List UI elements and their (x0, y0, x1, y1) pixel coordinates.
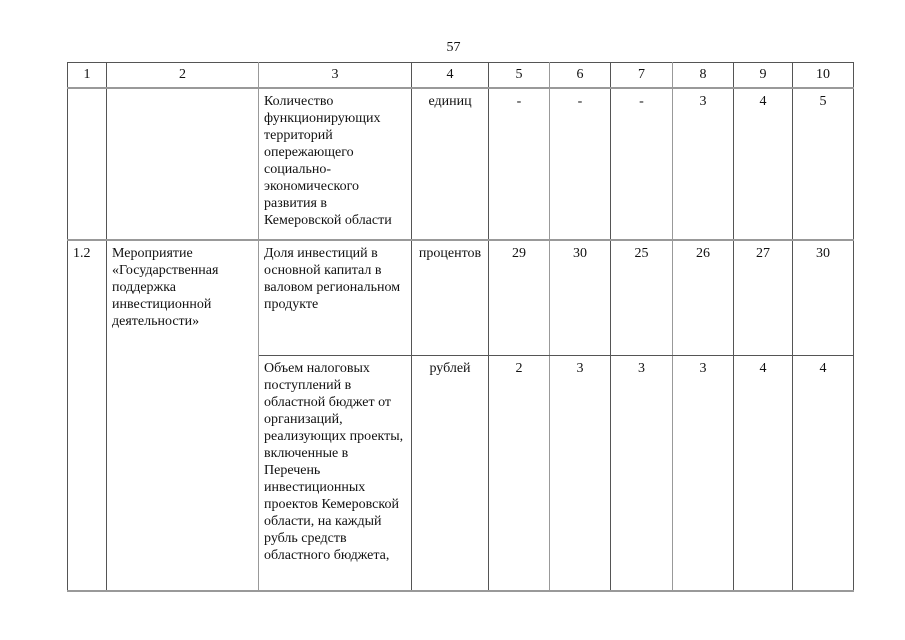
value-cell: 25 (611, 240, 673, 356)
indicator-cell: Количество функционирующих территорий опережающего социально-экономического развития в Кемеровской области (259, 88, 412, 240)
value-cell: 3 (550, 356, 611, 592)
unit-cell: рублей (412, 356, 489, 592)
value-cell: 5 (793, 88, 854, 240)
indicators-table (67, 62, 854, 592)
header-cell: 6 (550, 63, 611, 89)
value-cell: 4 (734, 88, 793, 240)
header-cell: 4 (412, 63, 489, 89)
value-cell: 3 (611, 356, 673, 592)
value-cell: 2 (489, 356, 550, 592)
header-cell: 10 (793, 63, 854, 89)
row-number: 1.2 (68, 240, 107, 591)
value-cell: - (550, 88, 611, 240)
unit-cell: единиц (412, 88, 489, 240)
header-cell: 7 (611, 63, 673, 89)
value-cell: - (489, 88, 550, 240)
value-cell: 27 (734, 240, 793, 356)
indicator-cell: Доля инвестиций в основной капитал в валовом региональном продукте (259, 240, 412, 356)
measure-cell (107, 88, 259, 240)
header-cell: 5 (489, 63, 550, 89)
value-cell: - (611, 88, 673, 240)
table-header-row (68, 63, 854, 89)
row-number (68, 88, 107, 240)
header-cell: 9 (734, 63, 793, 89)
page-number: 57 (446, 40, 461, 55)
header-cell: 2 (107, 63, 259, 89)
measure-cell: Мероприятие «Государственная поддержка инвестиционной деятельности» (107, 240, 259, 591)
value-cell: 29 (489, 240, 550, 356)
value-cell: 4 (734, 356, 793, 592)
value-cell: 4 (793, 356, 854, 592)
value-cell: 26 (673, 240, 734, 356)
header-cell: 8 (673, 63, 734, 89)
header-cell: 1 (68, 63, 107, 89)
header-cell: 3 (259, 63, 412, 89)
value-cell: 30 (793, 240, 854, 356)
value-cell: 30 (550, 240, 611, 356)
table-row (68, 240, 854, 356)
unit-cell: процентов (412, 240, 489, 356)
value-cell: 3 (673, 356, 734, 592)
indicator-cell: Объем налоговых поступлений в областной бюджет от организаций, реализующих проекты, включенные в Перечень инвестиционных проектов Кемеровской области, на каждый рубль средств областного бюджета, (259, 356, 412, 592)
table-row (68, 88, 854, 240)
value-cell: 3 (673, 88, 734, 240)
